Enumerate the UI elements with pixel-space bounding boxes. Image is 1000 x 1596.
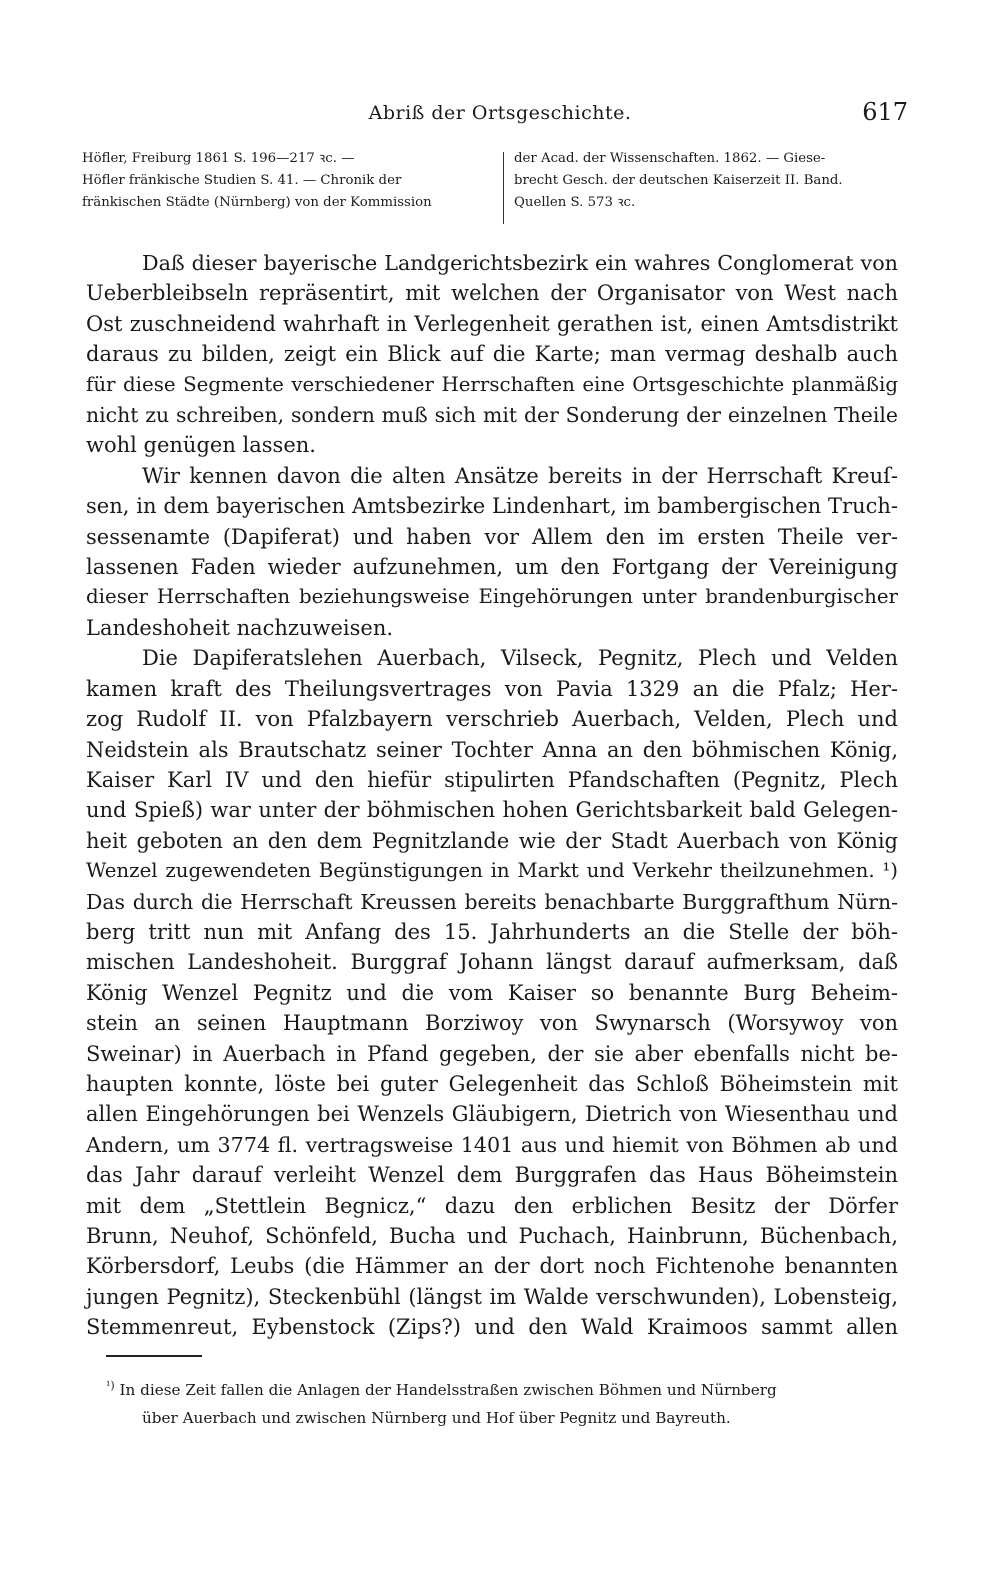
text-line: Stemmenreut, Eybenstock (Zips?) und den Wald Kraimoos sammt allen [86, 1315, 898, 1340]
reference-block [82, 148, 912, 228]
reference-column-left [82, 148, 494, 214]
footnote-line [106, 1372, 896, 1404]
footnotes [106, 1372, 896, 1432]
text-line: sen, in dem bayerischen Amtsbezirke Lindenhart, im bambergischen Truch- [86, 494, 898, 519]
text-line: dieser Herrschaften beziehungsweise Eingehörungen unter brandenburgischer [86, 585, 898, 609]
text-line: jungen Pegnitz), Steckenbühl (längst im Walde verschwunden), Lobensteig, [86, 1284, 898, 1309]
footnote-divider [106, 1355, 202, 1357]
text-line: heit geboten an den dem Pegnitzlande wie der Stadt Auerbach von König [86, 828, 898, 853]
text-line: sessenamte (Dapiferat) und haben vor Allem den im ersten Theile ver- [86, 524, 898, 549]
text-line: berg tritt nun mit Anfang des 15. Jahrhunderts an die Stelle der böh- [86, 919, 898, 944]
text-line: das Jahr darauf verleiht Wenzel dem Burggrafen das Haus Böheimstein [86, 1163, 898, 1188]
text-line: zog Rudolf II. von Pfalzbayern verschrieb Auerbach, Velden, Plech und [86, 707, 898, 732]
reference-line: fränkischen Städte (Nürnberg) von der Kommission [82, 195, 432, 210]
text-line: Ost zuschneidend wahrhaft in Verlegenheit gerathen ist, einen Amtsdistrikt [86, 311, 898, 336]
text-line: stein an seinen Hauptmann Borziwoy von Swynarsch (Worsywoy von [86, 1011, 898, 1036]
reference-line: Quellen S. 573 ꝛc. [514, 195, 636, 210]
text-line: mit dem „Stettlein Begnicz,“ dazu den erblichen Besitz der Dörfer [86, 1193, 898, 1218]
text-line: Ueberbleibseln repräsentirt, mit welchen der Organisator von West nach [86, 281, 898, 306]
reference-line: Höfler fränkische Studien S. 41. — Chronik der [82, 173, 402, 188]
page-number: 617 [862, 98, 908, 126]
footnote-marker: ¹) [106, 1379, 115, 1392]
reference-line: der Acad. der Wissenschaften. 1862. — Giese- [514, 151, 826, 166]
text-line: Kaiser Karl IV und den hiefür stipulirten Pfandschaften (Pegnitz, Plech [86, 767, 898, 792]
reference-column-right [514, 148, 914, 214]
text-line: und Spieß) war unter der böhmischen hohen Gerichtsbarkeit bald Gelegen- [86, 798, 898, 823]
text-line: Sweinar) in Auerbach in Pfand gegeben, der sie aber ebenfalls nicht be- [86, 1041, 898, 1066]
column-divider [503, 152, 504, 224]
text-line: mischen Landeshoheit. Burggraf Johann längst darauf aufmerksam, daß [86, 950, 898, 975]
reference-line: Höfler, Freiburg 1861 S. 196—217 ꝛc. — [82, 151, 355, 166]
text-line: haupten konnte, löste bei guter Gelegenheit das Schloß Böheimstein mit [86, 1071, 898, 1096]
text-line: Körbersdorf, Leubs (die Hämmer an der dort noch Fichtenohe benannten [86, 1254, 898, 1279]
text-line: allen Eingehörungen bei Wenzels Gläubigern, Dietrich von Wiesenthau und [86, 1102, 898, 1127]
text-line: nicht zu schreiben, sondern muß sich mit der Sonderung der einzelnen Theile [86, 403, 898, 428]
text-line: Landeshoheit nachzuweisen. [86, 615, 394, 640]
text-line: für diese Segmente verschiedener Herrschaften eine Ortsgeschichte planmäßig [86, 372, 898, 396]
body-text [86, 248, 898, 1343]
text-line: Neidstein als Brautschatz seiner Tochter Anna an den böhmischen König, [86, 737, 898, 762]
text-line: daraus zu bilden, zeigt ein Blick auf die Karte; man vermag deshalb auch [86, 342, 898, 367]
text-line: Wir kennen davon die alten Ansätze bereits in der Herrschaft Kreuſ- [142, 463, 898, 488]
text-line: Die Dapiferatslehen Auerbach, Vilseck, Pegnitz, Plech und Velden [142, 646, 898, 671]
text-line: Andern, um 3774 fl. vertragsweise 1401 aus und hiemit von Böhmen ab und [86, 1132, 898, 1157]
text-line: kamen kraft des Theilungsvertrages von Pavia 1329 an die Pfalz; Her- [86, 676, 898, 701]
footnote-text: In diese Zeit fallen die Anlagen der Handelsstraßen zwischen Böhmen und Nürnberg [119, 1381, 777, 1400]
text-line: Brunn, Neuhof, Schönfeld, Bucha und Puchach, Hainbrunn, Büchenbach, [86, 1224, 898, 1248]
text-line: Das durch die Herrschaft Kreussen bereits benachbarte Burggrafthum Nürn- [86, 889, 898, 914]
text-line: Daß dieser bayerische Landgerichtsbezirk ein wahres Conglomerat von [142, 251, 898, 275]
text-line: König Wenzel Pegnitz und die vom Kaiser so benannte Burg Beheim- [86, 980, 898, 1005]
footnote-line: über Auerbach und zwischen Nürnberg und Hof über Pegnitz und Bayreuth. [142, 1409, 731, 1428]
text-line: wohl genügen lassen. [86, 433, 316, 458]
text-line: lassenen Faden wieder aufzunehmen, um den Fortgang der Vereinigung [86, 555, 898, 580]
reference-line: brecht Gesch. der deutschen Kaiserzeit II. Band. [514, 173, 843, 188]
running-header-title: Abriß der Ortsgeschichte. [368, 102, 632, 124]
text-line: Wenzel zugewendeten Begünstigungen in Markt und Verkehr theilzunehmen. ¹) [86, 859, 898, 883]
